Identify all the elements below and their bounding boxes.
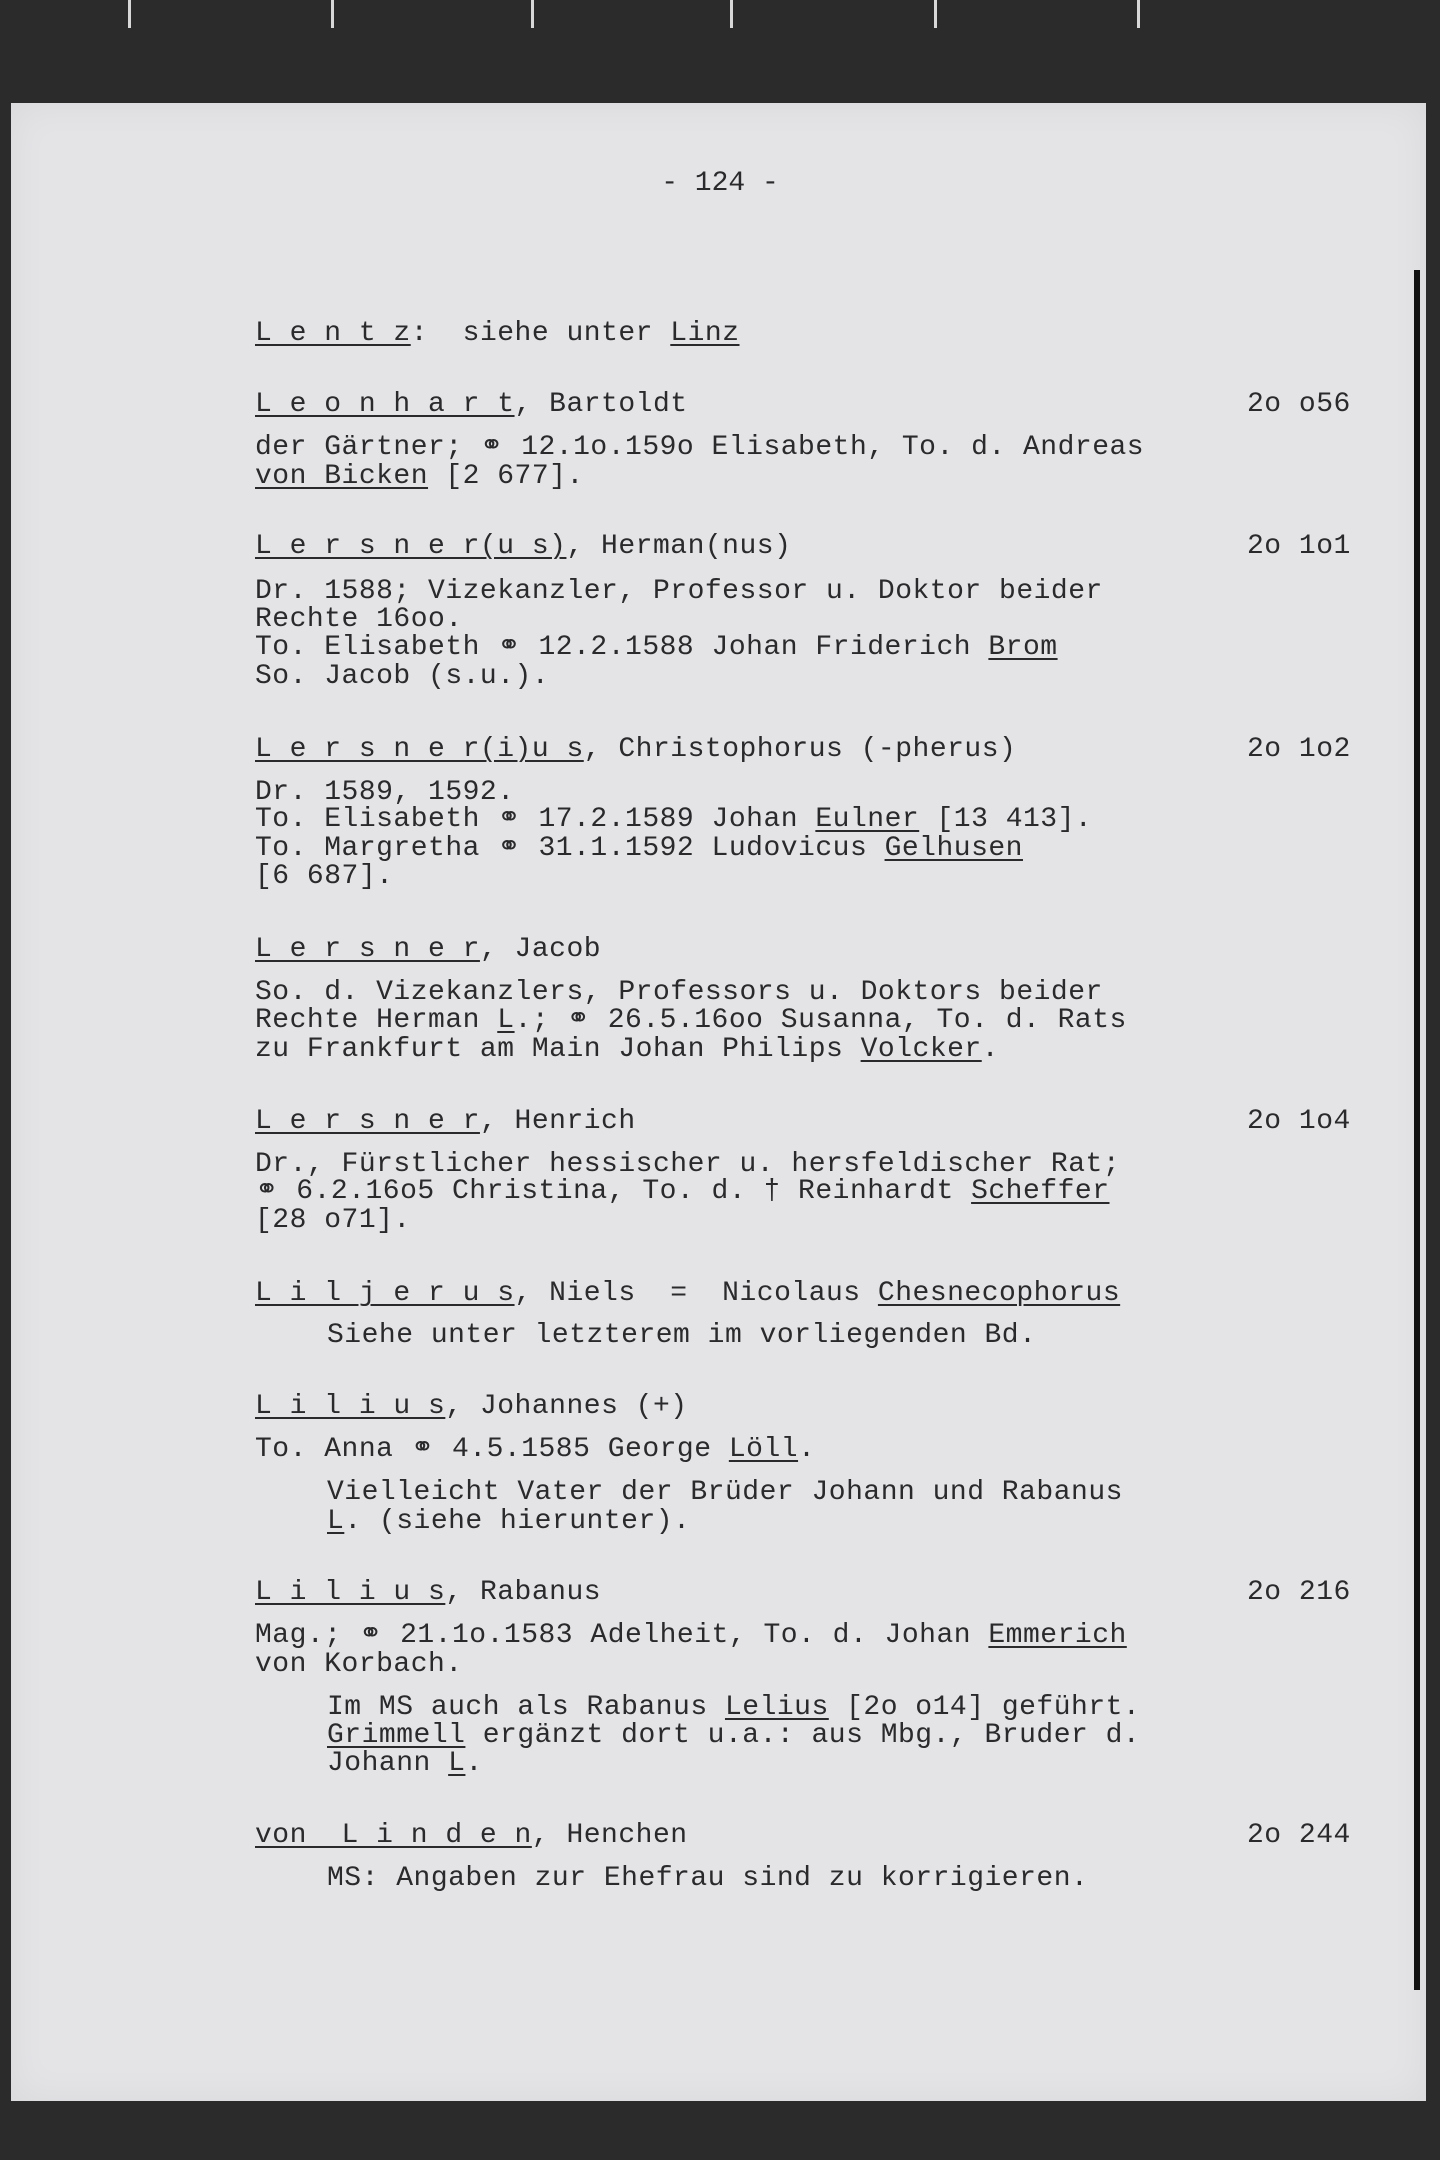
text-segment: Mag.; ⚭ 21.1o.1583 Adelheit, To. d. Johan: [255, 1620, 989, 1651]
entry-body-line: [255, 462, 584, 492]
text-segment: Dr. 1589, 1592.: [255, 777, 515, 808]
underlined-name: Scheffer: [971, 1176, 1110, 1207]
page-number: - 124 -: [661, 168, 779, 199]
text-segment: To. Anna ⚭ 4.5.1585 George: [255, 1434, 729, 1465]
text-segment: Johann: [327, 1748, 449, 1779]
underlined-name: Eulner: [815, 804, 920, 835]
entry-body-line: [255, 605, 463, 635]
entry-body-line: [327, 1321, 1036, 1351]
text-segment: MS: Angaben zur Ehefrau sind zu korrigieren.: [327, 1863, 1089, 1894]
scan-ruler-tick: [331, 0, 334, 28]
page-edge-shadow: [1414, 270, 1420, 1990]
text-segment: Vielleicht Vater der Brüder Johann und Rabanus: [327, 1477, 1123, 1508]
underlined-name: Brom: [988, 632, 1058, 663]
text-segment: .: [465, 1748, 483, 1779]
underlined-name: L e r s n e r(u s): [255, 531, 567, 562]
entry-heading: [255, 1107, 636, 1137]
entry-heading: [255, 935, 601, 965]
scan-ruler-tick: [1137, 0, 1140, 28]
entry-body-line: [255, 662, 549, 692]
underlined-name: Löll: [728, 1434, 799, 1465]
text-segment: Siehe unter letzterem im vorliegenden Bd.: [327, 1320, 1037, 1351]
entry-body-line: [255, 633, 1058, 663]
entry-body-line: [255, 1650, 463, 1680]
entry-reference-number: 2o 244: [1247, 1820, 1351, 1851]
text-segment: .: [798, 1434, 816, 1465]
entry-body-line: [255, 1006, 1127, 1036]
text-segment: , Henchen: [531, 1820, 688, 1851]
underlined-name: L e r s n e r: [255, 934, 480, 965]
entry-body-line: [255, 1035, 999, 1065]
text-segment: So. d. Vizekanzlers, Professors u. Doktors beider: [255, 977, 1103, 1008]
text-segment: , Johannes (+): [445, 1391, 688, 1422]
entry-body-line: [255, 1206, 411, 1236]
text-segment: : siehe unter: [410, 318, 671, 349]
entry-body-line: [255, 1621, 1127, 1651]
text-segment: So. Jacob (s.u.).: [255, 661, 550, 692]
underlined-name: L i l j e r u s: [255, 1278, 515, 1309]
text-segment: ⚭ 6.2.16o5 Christina, To. d. † Reinhardt: [255, 1176, 972, 1207]
entry-heading: [255, 735, 1016, 765]
text-segment: [28 o71].: [255, 1205, 411, 1236]
text-segment: von Korbach.: [255, 1649, 463, 1680]
entry-heading: [255, 1279, 1120, 1309]
text-segment: [2o o14] geführt.: [828, 1692, 1141, 1723]
entry-body-line: [255, 834, 1023, 864]
entry-heading: [255, 532, 791, 562]
text-segment: . (siehe hierunter).: [344, 1506, 691, 1537]
underlined-name: Gelhusen: [884, 833, 1023, 864]
entry-body-line: [327, 1749, 483, 1779]
underlined-name: L e o n h a r t: [255, 389, 515, 420]
entry-heading: [255, 1578, 601, 1608]
text-segment: zu Frankfurt am Main Johan Philips: [255, 1034, 861, 1065]
underlined-name: Lelius: [724, 1692, 829, 1723]
entry-body-line: [255, 805, 1092, 835]
underlined-name: von L i n d e n: [255, 1820, 532, 1851]
entry-body-line: [255, 577, 1103, 607]
entry-heading: [255, 390, 688, 420]
text-segment: To. Elisabeth ⚭ 12.2.1588 Johan Friderich: [255, 632, 989, 663]
entry-reference-number: 2o 1o1: [1247, 531, 1351, 562]
text-segment: , Christophorus (-pherus): [583, 734, 1017, 765]
entry-body-line: [255, 433, 1144, 463]
entry-body-line: [327, 1478, 1123, 1508]
underlined-name: L i l i u s: [255, 1577, 446, 1608]
entry-body-line: [327, 1693, 1140, 1723]
text-segment: [2 677].: [428, 461, 584, 492]
text-segment: der Gärtner; ⚭ 12.1o.159o Elisabeth, To. d. Andreas: [255, 432, 1145, 463]
text-segment: , Jacob: [479, 934, 602, 965]
text-segment: .; ⚭ 26.5.16oo Susanna, To. d. Rats: [514, 1005, 1127, 1036]
scan-ruler-tick: [128, 0, 131, 28]
text-segment: To. Elisabeth ⚭ 17.2.1589 Johan: [255, 804, 816, 835]
entry-body-line: [255, 1435, 815, 1465]
text-segment: Dr. 1588; Vizekanzler, Professor u. Doktor beider: [255, 576, 1103, 607]
text-segment: Rechte Herman: [255, 1005, 498, 1036]
text-segment: , Bartoldt: [514, 389, 688, 420]
text-segment: Im MS auch als Rabanus: [327, 1692, 725, 1723]
text-segment: [13 413].: [919, 804, 1093, 835]
text-segment: , Henrich: [479, 1106, 636, 1137]
document-page: [11, 103, 1426, 2101]
text-segment: , Rabanus: [445, 1577, 602, 1608]
entry-body-line: [255, 862, 393, 892]
entry-body-line: [327, 1507, 690, 1537]
underlined-name: L i l i u s: [255, 1391, 446, 1422]
underlined-name: L: [497, 1005, 515, 1036]
text-segment: To. Margretha ⚭ 31.1.1592 Ludovicus: [255, 833, 885, 864]
entry-body-line: [327, 1864, 1088, 1894]
underlined-name: L: [448, 1748, 466, 1779]
underlined-name: L e n t z: [255, 318, 411, 349]
underlined-name: Grimmell: [327, 1720, 466, 1751]
text-segment: Rechte 16oo.: [255, 604, 463, 635]
entry-body-line: [255, 1177, 1110, 1207]
scan-ruler-tick: [934, 0, 937, 28]
text-segment: , Niels = Nicolaus: [514, 1278, 878, 1309]
underlined-name: von Bicken: [255, 461, 429, 492]
underlined-name: Linz: [670, 318, 740, 349]
underlined-name: L e r s n e r: [255, 1106, 480, 1137]
entry-reference-number: 2o 1o4: [1247, 1106, 1351, 1137]
entry-heading: [255, 1392, 688, 1422]
underlined-name: Volcker: [860, 1034, 982, 1065]
text-segment: Dr., Fürstlicher hessischer u. hersfeldischer Rat;: [255, 1149, 1121, 1180]
entry-body-line: [327, 1721, 1140, 1751]
entry-heading: [255, 1821, 688, 1851]
entry-reference-number: 2o 216: [1247, 1577, 1351, 1608]
underlined-name: Chesnecophorus: [877, 1278, 1121, 1309]
scan-ruler-tick: [730, 0, 733, 28]
text-segment: .: [981, 1034, 1000, 1065]
text-segment: , Herman(nus): [566, 531, 792, 562]
scan-ruler-tick: [531, 0, 534, 28]
underlined-name: Emmerich: [988, 1620, 1127, 1651]
text-segment: [6 687].: [255, 861, 394, 892]
underlined-name: L: [327, 1506, 345, 1537]
text-segment: ergänzt dort u.a.: aus Mbg., Bruder d.: [465, 1720, 1141, 1751]
entry-reference-number: 2o o56: [1247, 389, 1351, 420]
entry-body-line: [255, 978, 1103, 1008]
underlined-name: L e r s n e r(i)u s: [255, 734, 584, 765]
entry-heading: [255, 319, 740, 349]
entry-reference-number: 2o 1o2: [1247, 734, 1351, 765]
